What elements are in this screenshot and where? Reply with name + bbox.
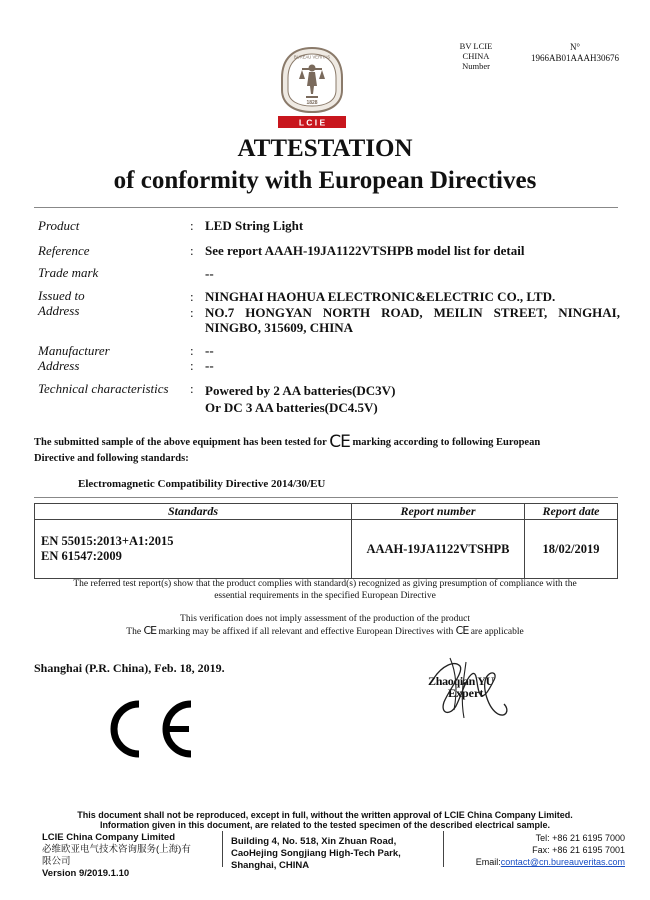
footer-notice-line-2: Information given in this document, are related to the tested specimen of the described electrical sample. [99,820,551,830]
seal-bar-text: L C I E [298,117,326,128]
footer-tel: Tel: +86 21 6195 7000 [535,833,625,843]
affix-mid: marking may be affixed if all relevant and effective European Directives with [158,627,454,637]
signatory-name: Zhaoqian YU [428,674,494,688]
footer-contact-block [452,832,625,868]
issued-address-line-1: NO.7 HONGYAN NORTH ROAD, MEILIN STREET, NINGHAI, [205,305,620,320]
page-title: ATTESTATION [237,135,413,162]
footer-divider [222,831,223,867]
manufacturer-address-value: -- [205,358,214,373]
directive-title: Electromagnetic Compatibility Directive 2014/30/EU [78,478,326,490]
bv-code-line-2: CHINA [462,51,490,61]
affix-pre: The [126,627,142,637]
table-divider [34,497,618,498]
submitted-text-part-2: marking according to following European [352,437,541,448]
footer-company-block [42,832,191,880]
footer-address-line-2: CaoHejing Songjiang High-Tech Park, [231,848,401,859]
ce-mark-inline-icon: CE [329,432,350,452]
affix-note [0,625,650,638]
reference-label: Reference [38,243,90,258]
ce-mark-logo [92,698,197,760]
footer-company-cn-2: 限公司 [42,856,71,867]
standards-cell [35,520,352,579]
reference-value: See report AAAH-19JA1122VTSHPB model list for detail [205,243,525,258]
footer-address-line-1: Building 4, No. 518, Xin Zhuan Road, [231,836,397,847]
submitted-statement-line-2: Directive and following standards: [34,453,189,464]
footer-email-label: Email: [475,857,501,867]
table-row [35,520,618,579]
colon: : [190,343,194,358]
colon: : [190,381,194,396]
footer-version: Version 9/2019.1.10 [42,868,130,879]
submitted-text-part-1: The submitted sample of the above equipment has been tested for [34,437,327,448]
bureau-veritas-seal-logo [276,46,348,130]
table-header-row [35,504,618,520]
trade-mark-label: Trade mark [38,265,99,280]
manufacturer-address-label: Address [38,358,80,373]
manufacturer-value: -- [205,343,214,358]
seal-top-text: BUREAU VERITAS [293,54,331,60]
signatory-title: Expert [448,686,484,700]
referred-note-line-2: essential requirements in the specified European Directive [214,591,436,601]
manufacturer-label: Manufacturer [38,343,110,358]
seal-year: 1828 [306,100,318,106]
footer-divider [443,831,444,867]
issued-to-label: Issued to [38,288,85,303]
number-label: N° [569,42,581,52]
page-subtitle: of conformity with European Directives [113,167,537,194]
product-label: Product [38,218,80,233]
handwritten-signature [420,648,515,723]
column-header-standards: Standards [35,504,352,520]
top-divider [34,207,618,208]
colon: : [190,305,194,320]
report-date-cell: 18/02/2019 [525,520,618,579]
certificate-number-block [520,42,630,64]
column-header-report-number: Report number [352,504,525,520]
referred-note-line-1: The referred test report(s) show that the product complies with standard(s) recognized as giving presumption of compliance with the [73,579,577,589]
trade-mark-value: -- [205,266,214,281]
place-date: Shanghai (P.R. China), Feb. 18, 2019. [34,661,225,675]
ce-mark-small-icon: CE [455,624,469,637]
colon: : [190,243,194,258]
footer-fax: Fax: +86 21 6195 7001 [532,845,625,855]
footer-company-name: LCIE China Company Limited [42,832,176,843]
submitted-statement-line-1 [34,432,540,452]
ce-mark-small-icon: CE [143,624,157,637]
footer-email-link[interactable]: contact@cn.bureauveritas.com [500,857,625,867]
colon: : [190,218,194,233]
footer-address-line-3: Shanghai, CHINA [231,860,310,871]
column-header-report-date: Report date [525,504,618,520]
issued-address-line-2: NINGBO, 315609, CHINA [205,320,354,335]
colon: : [190,358,194,373]
affix-post: are applicable [470,627,524,637]
technical-line-2: Or DC 3 AA batteries(DC4.5V) [205,400,378,415]
number-value: 1966AB01AAAH30676 [530,53,619,63]
report-number-cell: AAAH-19JA1122VTSHPB [352,520,525,579]
footer-company-cn-1: 必维欧亚电气技术咨询服务(上海)有 [42,844,191,855]
issued-to-value: NINGHAI HAOHUA ELECTRONIC&ELECTRIC CO., LTD. [205,289,556,304]
standards-table [34,503,618,579]
bv-code-line-1: BV LCIE [459,41,493,51]
footer-email-row [452,856,625,868]
issued-address-label: Address [38,303,80,318]
footer-address-block [231,836,401,872]
bv-code-line-3: Number [462,61,490,71]
technical-line-1: Powered by 2 AA batteries(DC3V) [205,383,396,398]
standard-2: EN 61547:2009 [41,549,122,563]
bv-code-block [440,41,512,71]
product-value: LED String Light [205,218,304,233]
footer-notice [0,810,650,830]
colon: : [190,289,194,304]
footer-notice-line-1: This document shall not be reproduced, except in full, without the written approval of LCIE China Company Limited. [77,810,573,820]
verification-note: This verification does not imply assessment of the production of the product [180,614,470,624]
standard-1: EN 55015:2013+A1:2015 [41,534,174,548]
technical-label: Technical characteristics [38,381,169,396]
